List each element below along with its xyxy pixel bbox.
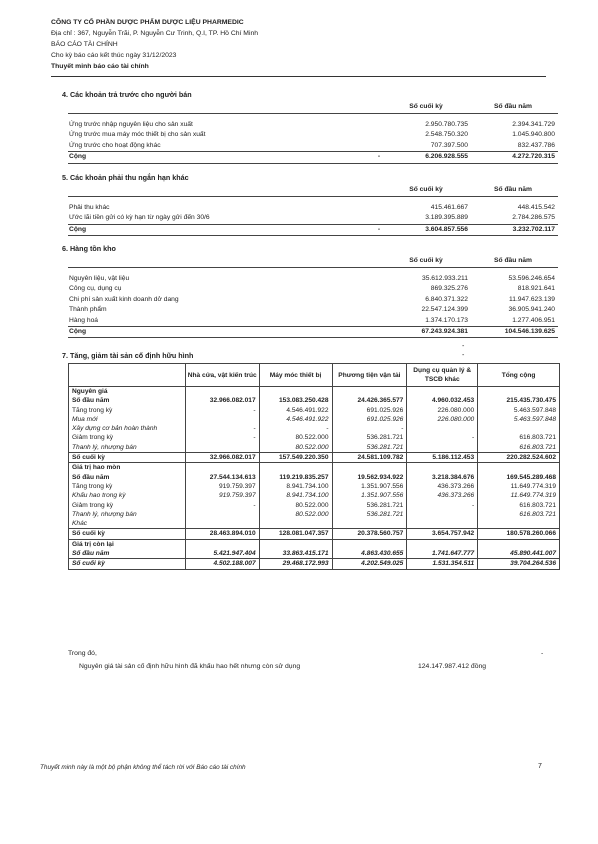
notes-title: Thuyết minh báo cáo tài chính bbox=[51, 63, 149, 70]
asset-cell: 616.803.721 bbox=[478, 510, 560, 519]
row-begin: 36.905.941.240 bbox=[508, 306, 555, 314]
asset-row-label: Mua mới bbox=[69, 415, 186, 424]
asset-row-label: Giá trị hao mòn bbox=[69, 463, 186, 473]
table-row bbox=[68, 284, 558, 294]
company-address: Địa chỉ : 367, Nguyễn Trãi, P. Nguyễn Cư Trinh, Q.I, TP. Hồ Chí Minh bbox=[51, 30, 259, 37]
asset-cell: 3.654.757.942 bbox=[407, 529, 478, 539]
total-end: 3.604.857.556 bbox=[384, 224, 471, 235]
asset-cell bbox=[185, 387, 259, 397]
asset-row-label: Xây dựng cơ bản hoàn thành bbox=[69, 424, 186, 433]
row-end: 6.840.371.322 bbox=[425, 295, 468, 303]
asset-cell bbox=[407, 424, 478, 433]
asset-row bbox=[69, 501, 560, 510]
asset-cell: 169.545.289.468 bbox=[478, 473, 560, 482]
asset-row bbox=[69, 387, 560, 397]
section-5-table bbox=[68, 184, 558, 236]
asset-cell: 28.463.894.010 bbox=[185, 529, 259, 539]
asset-cell: 80.522.000 bbox=[259, 501, 332, 510]
asset-header-cell: Máy móc thiết bị bbox=[259, 364, 332, 387]
asset-cell bbox=[478, 463, 560, 473]
asset-cell: - bbox=[185, 433, 259, 442]
asset-cell bbox=[478, 539, 560, 549]
asset-cell: 5.421.947.404 bbox=[185, 549, 259, 559]
asset-cell bbox=[407, 510, 478, 519]
asset-row bbox=[69, 549, 560, 559]
asset-cell: 128.081.047.357 bbox=[259, 529, 332, 539]
asset-cell: 919.759.397 bbox=[185, 491, 259, 500]
total-row bbox=[68, 152, 558, 163]
table-header-row bbox=[68, 255, 558, 268]
asset-cell: 691.025.926 bbox=[332, 415, 407, 424]
asset-cell: 4.546.491.922 bbox=[259, 415, 332, 424]
row-label: Ước lãi tiền gửi có kỳ hạn từ ngày gửi đến 30/6 bbox=[69, 214, 210, 222]
asset-cell: 45.890.441.007 bbox=[478, 549, 560, 559]
asset-cell: 24.426.365.577 bbox=[332, 396, 407, 405]
asset-cell bbox=[407, 539, 478, 549]
dash-mark: - bbox=[462, 343, 465, 350]
col-end: Số cuối kỳ bbox=[384, 184, 471, 197]
asset-row bbox=[69, 473, 560, 482]
asset-row bbox=[69, 559, 560, 569]
total-row bbox=[68, 224, 558, 235]
asset-cell bbox=[185, 463, 259, 473]
table-row bbox=[68, 213, 558, 224]
row-end: 3.189.395.889 bbox=[425, 214, 468, 222]
table-row bbox=[68, 274, 558, 284]
asset-cell: 153.083.250.428 bbox=[259, 396, 332, 405]
asset-cell: 8.941.734.100 bbox=[259, 482, 332, 491]
asset-row-label: Số cuối kỳ bbox=[69, 559, 186, 569]
asset-cell: 11.649.774.319 bbox=[478, 482, 560, 491]
asset-cell: 27.544.134.613 bbox=[185, 473, 259, 482]
asset-row-label: Nguyên giá bbox=[69, 387, 186, 397]
asset-row bbox=[69, 519, 560, 529]
asset-row-label: Số đầu năm bbox=[69, 396, 186, 405]
asset-cell: - bbox=[407, 501, 478, 510]
total-begin: 4.272.720.315 bbox=[471, 152, 558, 163]
dash-mark: - bbox=[462, 352, 465, 359]
row-begin: 832.437.786 bbox=[517, 141, 555, 149]
asset-row-label: Khác bbox=[69, 519, 186, 529]
table-row bbox=[68, 141, 558, 152]
section-4-table bbox=[68, 101, 558, 164]
asset-cell: 19.562.934.922 bbox=[332, 473, 407, 482]
asset-cell: 226.080.000 bbox=[407, 406, 478, 415]
asset-cell: 4.960.032.453 bbox=[407, 396, 478, 405]
asset-cell: 29.468.172.993 bbox=[259, 559, 332, 569]
asset-cell bbox=[185, 415, 259, 424]
asset-cell: - bbox=[185, 406, 259, 415]
col-begin: Số đầu năm bbox=[471, 184, 558, 197]
asset-cell: - bbox=[185, 501, 259, 510]
asset-row bbox=[69, 491, 560, 500]
asset-cell: 536.281.721 bbox=[332, 433, 407, 442]
asset-cell: 1.351.907.556 bbox=[332, 491, 407, 500]
asset-row-label: Giảm trong kỳ bbox=[69, 501, 186, 510]
section-4-title: 4. Các khoản trả trước cho người bán bbox=[62, 90, 192, 99]
table-row bbox=[68, 120, 558, 130]
asset-cell bbox=[407, 519, 478, 529]
asset-row bbox=[69, 443, 560, 453]
section-6-table bbox=[68, 255, 558, 338]
total-mark: - bbox=[374, 224, 384, 235]
header-rule bbox=[51, 76, 546, 77]
asset-row-label: Số đầu năm bbox=[69, 549, 186, 559]
total-mark: - bbox=[374, 152, 384, 163]
row-label: Nguyên liệu, vật liệu bbox=[69, 275, 130, 282]
col-begin: Số đầu năm bbox=[471, 255, 558, 268]
asset-cell bbox=[332, 387, 407, 397]
asset-row-label: Giảm trong kỳ bbox=[69, 433, 186, 442]
row-end: 707.397.500 bbox=[430, 141, 468, 149]
asset-row bbox=[69, 510, 560, 519]
asset-header-row bbox=[69, 364, 560, 387]
asset-header-cell: Dụng cụ quản lý & TSCĐ khác bbox=[407, 364, 478, 387]
asset-cell: 1.741.647.777 bbox=[407, 549, 478, 559]
row-begin: 1.045.940.800 bbox=[512, 131, 555, 139]
asset-cell: 20.378.560.757 bbox=[332, 529, 407, 539]
fixed-asset-table bbox=[68, 363, 560, 570]
asset-cell: 4.546.491.922 bbox=[259, 406, 332, 415]
asset-cell bbox=[332, 519, 407, 529]
row-begin: 448.415.542 bbox=[517, 204, 555, 211]
asset-cell: 226.080.000 bbox=[407, 415, 478, 424]
table-row bbox=[68, 316, 558, 327]
asset-cell: 536.281.721 bbox=[332, 510, 407, 519]
table-row bbox=[68, 305, 558, 315]
row-end: 1.374.170.173 bbox=[425, 316, 468, 324]
asset-row-label: Số đầu năm bbox=[69, 473, 186, 482]
asset-cell: 536.281.721 bbox=[332, 443, 407, 453]
asset-cell: 119.219.835.257 bbox=[259, 473, 332, 482]
section-7-title: 7. Tăng, giảm tài sản cố định hữu hình bbox=[62, 351, 194, 360]
asset-cell bbox=[185, 539, 259, 549]
asset-cell bbox=[407, 443, 478, 453]
row-label: Phải thu khác bbox=[69, 204, 110, 211]
asset-cell bbox=[185, 510, 259, 519]
row-begin: 818.921.641 bbox=[517, 285, 555, 293]
row-begin: 2.394.341.729 bbox=[512, 121, 555, 128]
asset-cell: 616.803.721 bbox=[478, 443, 560, 453]
row-end: 2.548.750.320 bbox=[425, 131, 468, 139]
asset-cell: 1.531.354.511 bbox=[407, 559, 478, 569]
col-begin: Số đầu năm bbox=[471, 101, 558, 114]
section-5-title: 5. Các khoản phải thu ngắn hạn khác bbox=[62, 173, 189, 182]
table-header-row bbox=[68, 184, 558, 197]
asset-cell: - bbox=[259, 424, 332, 433]
total-end: 6.206.928.555 bbox=[384, 152, 471, 163]
row-end: 415.461.667 bbox=[430, 204, 468, 211]
asset-cell bbox=[478, 519, 560, 529]
asset-cell: 616.803.721 bbox=[478, 501, 560, 510]
row-begin: 11.947.623.139 bbox=[509, 295, 555, 303]
asset-cell bbox=[259, 539, 332, 549]
note-value: 124.147.987.412 đồng bbox=[418, 663, 487, 670]
asset-cell bbox=[259, 519, 332, 529]
asset-row bbox=[69, 424, 560, 433]
asset-cell: 215.435.730.475 bbox=[478, 396, 560, 405]
asset-row bbox=[69, 406, 560, 415]
asset-cell: 691.025.926 bbox=[332, 406, 407, 415]
row-end: 22.547.124.399 bbox=[421, 306, 468, 314]
asset-header-cell: Tổng cộng bbox=[478, 364, 560, 387]
asset-cell: 5.463.597.848 bbox=[478, 415, 560, 424]
asset-cell: 616.803.721 bbox=[478, 433, 560, 442]
asset-header-cell: Nhà cửa, vật kiến trúc bbox=[185, 364, 259, 387]
total-label: Cộng bbox=[68, 327, 374, 338]
asset-cell: 33.863.415.171 bbox=[259, 549, 332, 559]
asset-cell: 1.351.907.556 bbox=[332, 482, 407, 491]
asset-row-label: Tăng trong kỳ bbox=[69, 482, 186, 491]
section-6-title: 6. Hàng tồn kho bbox=[62, 244, 116, 253]
asset-cell: 8.941.734.100 bbox=[259, 491, 332, 500]
asset-row-label: Số cuối kỳ bbox=[69, 453, 186, 463]
asset-header-cell bbox=[69, 364, 186, 387]
row-label: Ứng trước nhập nguyên liệu cho sản xuất bbox=[69, 121, 193, 128]
asset-cell: - bbox=[332, 424, 407, 433]
asset-row-label: Giá trị còn lại bbox=[69, 539, 186, 549]
asset-cell bbox=[407, 387, 478, 397]
asset-cell: 5.186.112.453 bbox=[407, 453, 478, 463]
asset-cell: 32.966.082.017 bbox=[185, 453, 259, 463]
asset-cell bbox=[407, 463, 478, 473]
asset-cell: - bbox=[407, 433, 478, 442]
table-row bbox=[68, 295, 558, 305]
asset-cell: 436.373.266 bbox=[407, 482, 478, 491]
total-begin: 104.546.139.625 bbox=[471, 327, 558, 338]
total-begin: 3.232.702.117 bbox=[471, 224, 558, 235]
asset-row-label: Thanh lý, nhượng bán bbox=[69, 443, 186, 453]
asset-cell: 80.522.000 bbox=[259, 443, 332, 453]
asset-row bbox=[69, 453, 560, 463]
footer-text: Thuyết minh này là một bộ phận không thể tách rời với Báo cáo tài chính bbox=[40, 764, 246, 771]
asset-cell: 4.202.549.025 bbox=[332, 559, 407, 569]
note-mark: - bbox=[541, 650, 544, 657]
asset-cell bbox=[185, 519, 259, 529]
asset-row-label: Số cuối kỳ bbox=[69, 529, 186, 539]
note-label: Nguyên giá tài sản cố định hữu hình đã khấu hao hết nhưng còn sử dụng bbox=[79, 663, 301, 670]
asset-cell: 5.463.597.848 bbox=[478, 406, 560, 415]
row-label: Công cụ, dụng cụ bbox=[69, 285, 122, 293]
total-end: 67.243.924.381 bbox=[384, 327, 471, 338]
row-label: Thành phẩm bbox=[69, 306, 107, 314]
asset-cell: 80.522.000 bbox=[259, 433, 332, 442]
total-label: Cộng bbox=[68, 224, 374, 235]
table-row bbox=[68, 130, 558, 140]
asset-row bbox=[69, 482, 560, 491]
asset-cell: 24.581.109.782 bbox=[332, 453, 407, 463]
asset-row bbox=[69, 415, 560, 424]
col-end: Số cuối kỳ bbox=[384, 255, 471, 268]
row-label: Ứng trước mua máy móc thiết bị cho sản xuất bbox=[69, 131, 206, 139]
asset-cell: 157.549.220.350 bbox=[259, 453, 332, 463]
asset-cell bbox=[259, 463, 332, 473]
asset-cell bbox=[332, 463, 407, 473]
asset-cell: 39.704.264.536 bbox=[478, 559, 560, 569]
asset-cell bbox=[259, 387, 332, 397]
asset-cell bbox=[185, 443, 259, 453]
asset-cell: 536.281.721 bbox=[332, 501, 407, 510]
asset-cell: 80.522.000 bbox=[259, 510, 332, 519]
company-name: CÔNG TY CỔ PHẦN DƯỢC PHẨM DƯỢC LIỆU PHARMEDIC bbox=[51, 19, 244, 26]
row-begin: 1.277.406.951 bbox=[512, 316, 555, 324]
asset-cell bbox=[478, 424, 560, 433]
asset-row-label: Thanh lý, nhượng bán bbox=[69, 510, 186, 519]
row-label: Chi phí sản xuất kinh doanh dở dang bbox=[69, 295, 179, 303]
asset-cell: 11.649.774.319 bbox=[478, 491, 560, 500]
asset-cell: 32.966.082.017 bbox=[185, 396, 259, 405]
page-number: 7 bbox=[538, 763, 542, 770]
asset-cell: 919.759.397 bbox=[185, 482, 259, 491]
asset-row-label: Khấu hao trong kỳ bbox=[69, 491, 186, 500]
table-row bbox=[68, 203, 558, 213]
row-begin: 53.596.246.654 bbox=[508, 275, 555, 282]
table-header-row bbox=[68, 101, 558, 114]
asset-cell: 180.578.260.066 bbox=[478, 529, 560, 539]
asset-cell: 436.373.266 bbox=[407, 491, 478, 500]
asset-cell: - bbox=[185, 424, 259, 433]
row-end: 869.325.276 bbox=[430, 285, 468, 293]
row-label: Hàng hoá bbox=[69, 316, 99, 324]
total-row bbox=[68, 327, 558, 338]
asset-cell bbox=[332, 539, 407, 549]
report-title: BÁO CÁO TÀI CHÍNH bbox=[51, 41, 118, 48]
asset-cell: 4.502.188.007 bbox=[185, 559, 259, 569]
asset-row bbox=[69, 539, 560, 549]
asset-cell: 220.282.524.602 bbox=[478, 453, 560, 463]
row-label: Ứng trước cho hoạt động khác bbox=[69, 141, 161, 149]
note-intro: Trong đó, bbox=[68, 650, 97, 657]
asset-row bbox=[69, 463, 560, 473]
report-period: Cho kỳ báo cáo kết thúc ngày 31/12/2023 bbox=[51, 52, 177, 59]
row-end: 35.612.933.211 bbox=[422, 275, 468, 282]
asset-cell: 4.863.430.655 bbox=[332, 549, 407, 559]
row-end: 2.950.780.735 bbox=[425, 121, 468, 128]
asset-cell bbox=[478, 387, 560, 397]
asset-row bbox=[69, 529, 560, 539]
asset-row-label: Tăng trong kỳ bbox=[69, 406, 186, 415]
asset-cell: 3.218.384.676 bbox=[407, 473, 478, 482]
col-end: Số cuối kỳ bbox=[384, 101, 471, 114]
row-begin: 2.784.286.575 bbox=[512, 214, 555, 222]
asset-header-cell: Phương tiện vận tải bbox=[332, 364, 407, 387]
asset-row bbox=[69, 396, 560, 405]
asset-row bbox=[69, 433, 560, 442]
total-label: Cộng bbox=[68, 152, 374, 163]
